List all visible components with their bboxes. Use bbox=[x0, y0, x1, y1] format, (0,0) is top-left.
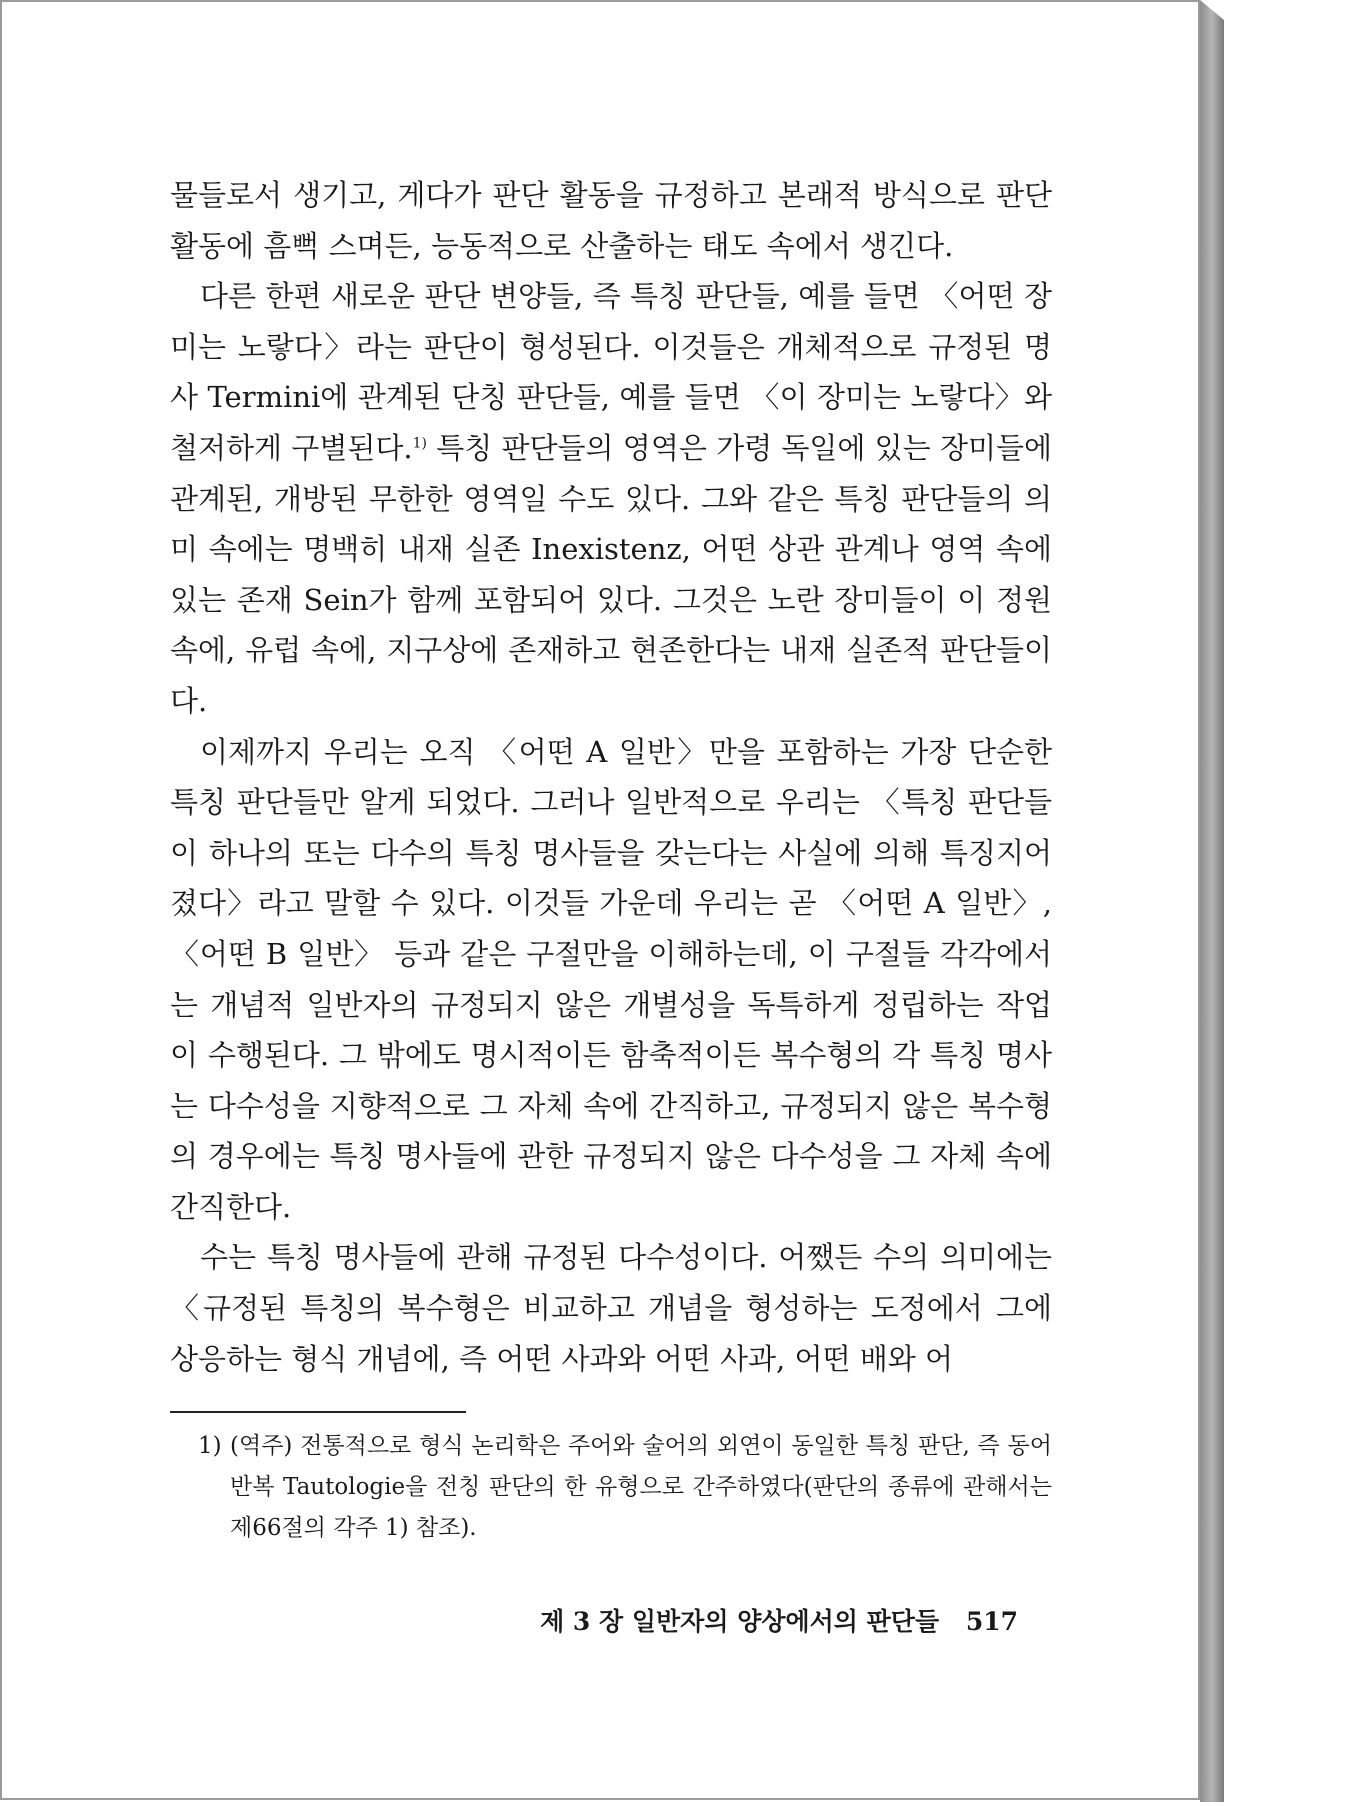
chapter-title: 제 3 장 일반자의 양상에서의 판단들 bbox=[540, 1607, 940, 1636]
footnote-text: (역주) 전통적으로 형식 논리학은 주어와 술어의 외연이 동일한 특칭 판단, 즉 동어 반복 Tautologie을 전칭 판단의 한 유형으로 간주하였다(판단의 종류에 관해서는 제66절의 각주 1) 참조). bbox=[230, 1433, 1052, 1541]
body-text bbox=[170, 170, 1052, 1384]
footnote bbox=[198, 1426, 1052, 1549]
footnote-marker: 1) bbox=[412, 435, 427, 452]
paragraph bbox=[170, 271, 1052, 726]
page-edge-shadow bbox=[1200, 0, 1224, 1802]
footnote-divider bbox=[170, 1411, 466, 1413]
paragraph-text: 특칭 판단들의 영역은 가령 독일에 있는 장미들에 관계된, 개방된 무한한 영역일 수도 있다. 그와 같은 특칭 판단들의 의미 속에는 명백히 내재 실존 Inexistenz, 어떤 상관 관계나 영역 속에 있는 존재 Sein가 함께 포함되어 있다. 그것은 노란 장미들이 이 정원 속에, 유럽 속에, 지구상에 존재하고 현존한다는 내재 실존적 판단들이다. bbox=[170, 430, 1052, 718]
paragraph: 수는 특칭 명사들에 관해 규정된 다수성이다. 어쨌든 수의 의미에는 〈규정된 특칭의 복수형은 비교하고 개념을 형성하는 도정에서 그에 상응하는 형식 개념에, 즉 어떤 사과와 어떤 사과, 어떤 배와 어 bbox=[170, 1240, 1052, 1376]
paragraph-text: 다른 한편 새로운 판단 변양들, 즉 특칭 판단들, 예를 들면 〈어떤 장미는 노랗다〉라는 판단이 형성된다. 이것들은 개체적으로 규정된 명사 Termini에 관계된 단칭 판단들, 예를 들면 〈이 장미는 노랗다〉와 철저하게 구별된다. bbox=[170, 279, 1052, 465]
paragraph: 물들로서 생기고, 게다가 판단 활동을 규정하고 본래적 방식으로 판단 활동에 흠뻑 스며든, 능동적으로 산출하는 태도 속에서 생긴다. bbox=[170, 178, 1052, 263]
footnote-number: 1) bbox=[198, 1433, 222, 1459]
paragraph: 이제까지 우리는 오직 〈어떤 A 일반〉만을 포함하는 가장 단순한 특칭 판단들만 알게 되었다. 그러나 일반적으로 우리는 〈특칭 판단들이 하나의 또는 다수의 특칭 명사들을 갖는다는 사실에 의해 특징지어졌다〉라고 말할 수 있다. 이것들 가운데 우리는 곧 〈어떤 A 일반〉, 〈어떤 B 일반〉 등과 같은 구절만을 이해하는데, 이 구절들 각각에서는 개념적 일반자의 규정되지 않은 개별성을 독특하게 정립하는 작업이 수행된다. 그 밖에도 명시적이든 함축적이든 복수형의 각 특칭 명사는 다수성을 지향적으로 그 자체 속에 간직하고, 규정되지 않은 복수형의 경우에는 특칭 명사들에 관한 규정되지 않은 다수성을 그 자체 속에 간직한다. bbox=[170, 734, 1052, 1224]
running-footer bbox=[540, 1602, 1018, 1638]
page-number: 517 bbox=[965, 1607, 1018, 1636]
